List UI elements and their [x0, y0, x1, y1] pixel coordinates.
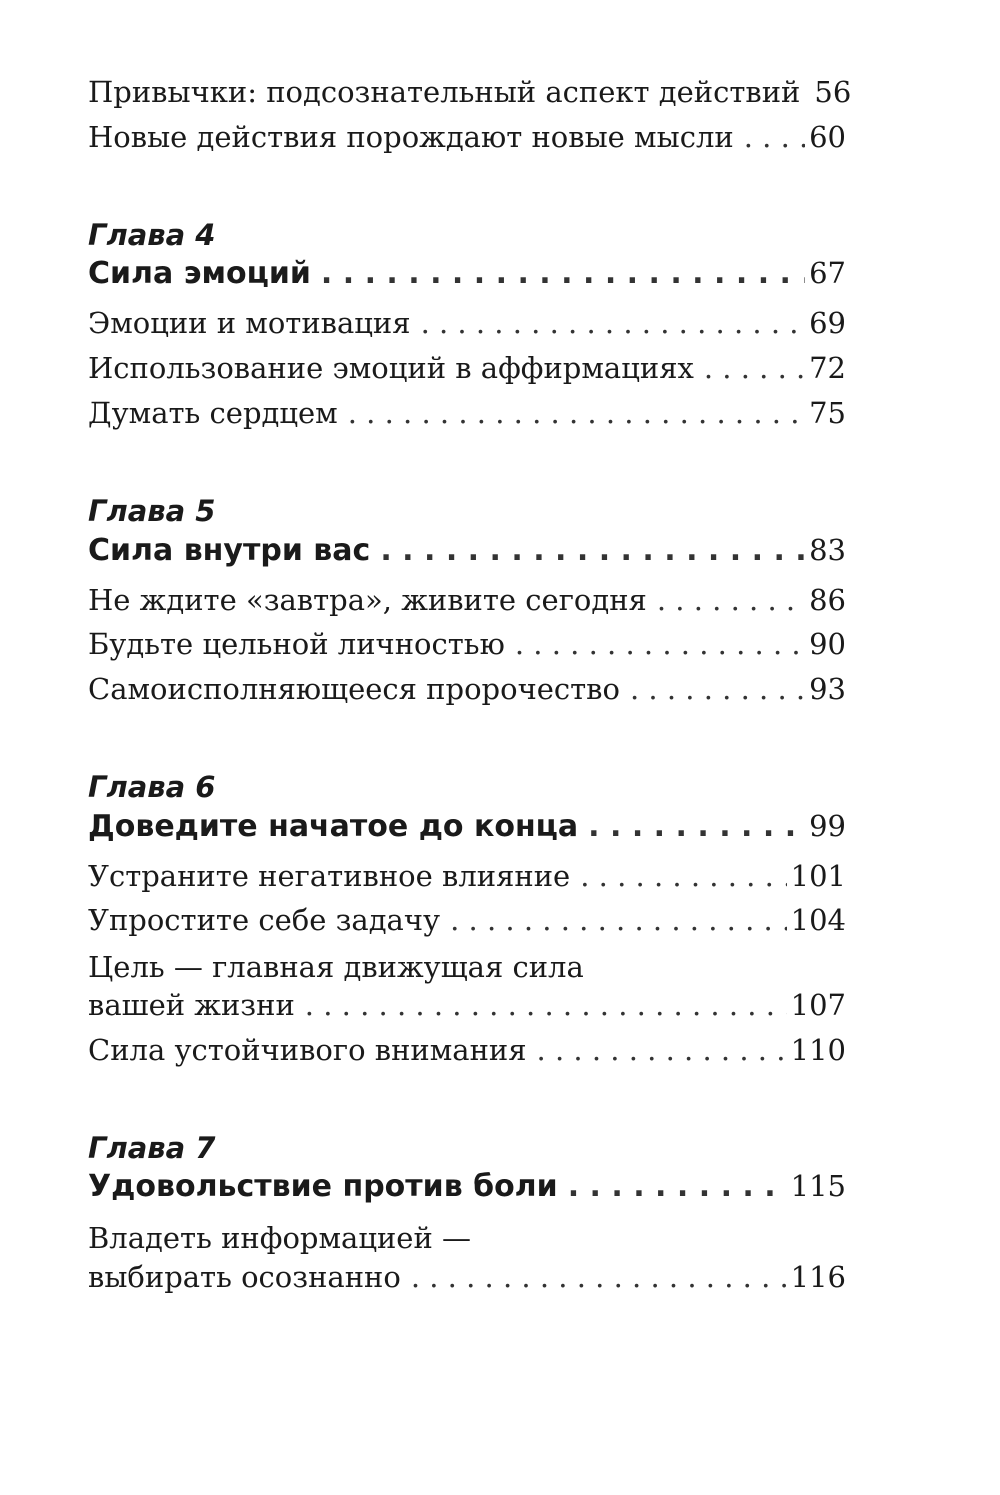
chapter-title: Удовольствие против боли	[88, 1169, 558, 1204]
chapter-label: Глава 7	[88, 1131, 216, 1165]
entry-title-line1: Цель — главная движущая сила	[88, 950, 584, 984]
entry-title-line1: Владеть информацией —	[88, 1221, 472, 1255]
chapter-label: Глава 6	[88, 770, 216, 804]
toc-entry	[88, 856, 846, 896]
chapter-title-entry	[88, 806, 846, 847]
entry-page: 115	[790, 1169, 846, 1203]
leader-dots	[704, 348, 805, 388]
entry-page: 86	[809, 583, 846, 617]
toc-entry	[88, 393, 846, 433]
leader-dots	[380, 531, 805, 571]
entry-title: Думать сердцем	[88, 396, 338, 430]
toc-entry	[88, 1257, 846, 1297]
leader-dots	[657, 580, 805, 620]
entry-title: Самоисполняющееся пророчество	[88, 672, 620, 706]
entry-page: 83	[809, 533, 846, 567]
toc-entry	[88, 624, 846, 664]
entry-title: Новые действия порождают новые мысли	[88, 120, 734, 154]
entry-page: 107	[790, 988, 846, 1022]
leader-dots	[580, 856, 786, 896]
entry-title: Не ждите «завтра», живите сегодня	[88, 583, 647, 617]
entry-page: 72	[809, 351, 846, 385]
chapter-title: Доведите начатое до конца	[88, 809, 579, 844]
chapter-label: Глава 4	[88, 218, 216, 252]
entry-page: 67	[809, 256, 846, 290]
entry-title: Будьте цельной личностью	[88, 627, 505, 661]
entry-page: 60	[809, 120, 846, 154]
leader-dots	[744, 117, 805, 157]
leader-dots	[411, 1257, 787, 1297]
entry-title: Устраните негативное влияние	[88, 859, 571, 893]
leader-dots	[515, 624, 805, 664]
leader-dots	[305, 985, 787, 1025]
chapter-title-entry	[88, 1166, 846, 1207]
entry-page: 104	[790, 903, 846, 937]
entry-page: 56	[814, 75, 852, 109]
entry-title: выбирать осознанно	[88, 1260, 401, 1294]
entry-page: 110	[790, 1033, 846, 1067]
entry-title: Привычки: подсознательный аспект действий	[88, 75, 801, 109]
toc-entry	[88, 72, 852, 112]
toc-entry	[88, 669, 846, 709]
entry-page: 75	[809, 396, 846, 430]
entry-title: Сила устойчивого внимания	[88, 1033, 527, 1067]
entry-title: вашей жизни	[88, 988, 295, 1022]
leader-dots	[348, 393, 805, 433]
entry-page: 90	[809, 627, 846, 661]
leader-dots	[588, 807, 805, 847]
entry-page: 116	[790, 1260, 846, 1294]
chapter-title: Сила эмоций	[88, 256, 311, 291]
leader-dots	[421, 303, 806, 343]
leader-dots	[630, 669, 805, 709]
chapter-title: Сила внутри вас	[88, 533, 371, 568]
toc-entry	[88, 117, 846, 157]
entry-page: 93	[809, 672, 846, 706]
toc-entry	[88, 580, 846, 620]
entry-page: 69	[809, 306, 846, 340]
toc-entry	[88, 348, 846, 388]
leader-dots	[321, 254, 805, 294]
entry-title: Использование эмоций в аффирмациях	[88, 351, 694, 385]
chapter-label: Глава 5	[88, 494, 216, 528]
toc-entry	[88, 900, 846, 940]
toc-entry	[88, 1030, 846, 1070]
leader-dots	[450, 900, 787, 940]
chapter-title-entry	[88, 530, 846, 571]
chapter-title-entry	[88, 253, 846, 294]
entry-page: 101	[790, 859, 846, 893]
toc-entry	[88, 303, 846, 343]
toc-entry	[88, 985, 846, 1025]
entry-title: Упростите себе задачу	[88, 903, 441, 937]
leader-dots	[568, 1167, 787, 1207]
entry-title: Эмоции и мотивация	[88, 306, 411, 340]
leader-dots	[537, 1030, 787, 1070]
entry-page: 99	[809, 809, 846, 843]
